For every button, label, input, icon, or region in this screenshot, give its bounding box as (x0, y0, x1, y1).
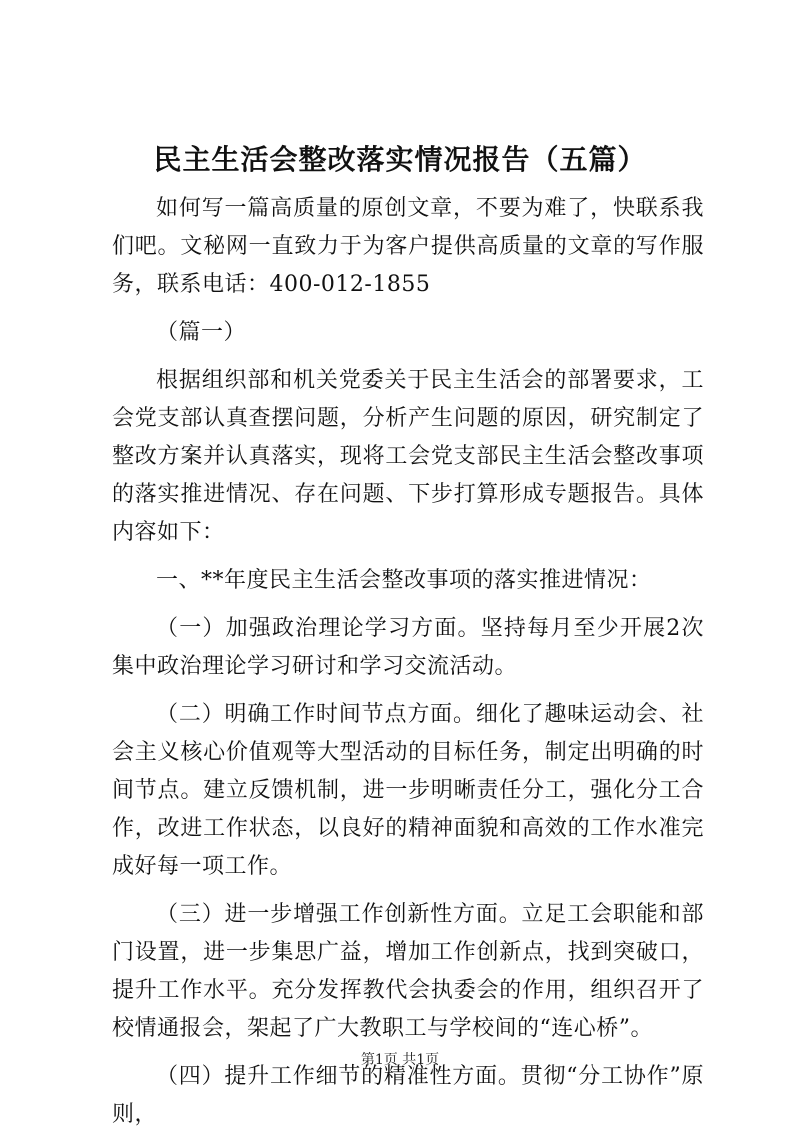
document-title: 民主生活会整改落实情况报告（五篇） (153, 143, 647, 176)
intro-paragraph: 如何写一篇高质量的原创文章，不要为难了，快联系我们吧。文秘网一直致力于为客户提供高质量的文章的写作服务，联系电话：400-012-1855 (112, 196, 704, 297)
page-footer: 第1页 共1页 (360, 1052, 440, 1068)
body-paragraph: （一）加强政治理论学习方面。坚持每月至少开展2次集中政治理论学习研讨和学习交流活动。 (112, 616, 704, 679)
body-paragraph: （四）提升工作细节的精准性方面。贯彻“分工协作”原则， (112, 1064, 704, 1127)
document-body (112, 190, 704, 1134)
body-paragraph: 根据组织部和机关党委关于民主生活会的部署要求，工会党支部认真查摆问题，分析产生问题的原因，研究制定了整改方案并认真落实，现将工会党支部民主生活会整改事项的落实推进情况、存在问题、下步打算形成专题报告。具体内容如下： (112, 368, 704, 545)
section-heading-part-one: （篇一） (156, 320, 247, 345)
body-paragraph: （三）进一步增强工作创新性方面。立足工会职能和部门设置，进一步集思广益，增加工作创新点，找到突破口，提升工作水平。充分发挥教代会执委会的作用，组织召开了校情通报会，架起了广大教职工与学校间的“连心桥”。 (112, 902, 704, 1041)
body-paragraph: （二）明确工作时间节点方面。细化了趣味运动会、社会主义核心价值观等大型活动的目标任务，制定出明确的时间节点。建立反馈机制，进一步明晰责任分工，强化分工合作，改进工作状态，以良好的精神面貌和高效的工作水准完成好每一项工作。 (112, 702, 704, 879)
section-heading: 一、**年度民主生活会整改事项的落实推进情况： (156, 568, 652, 593)
